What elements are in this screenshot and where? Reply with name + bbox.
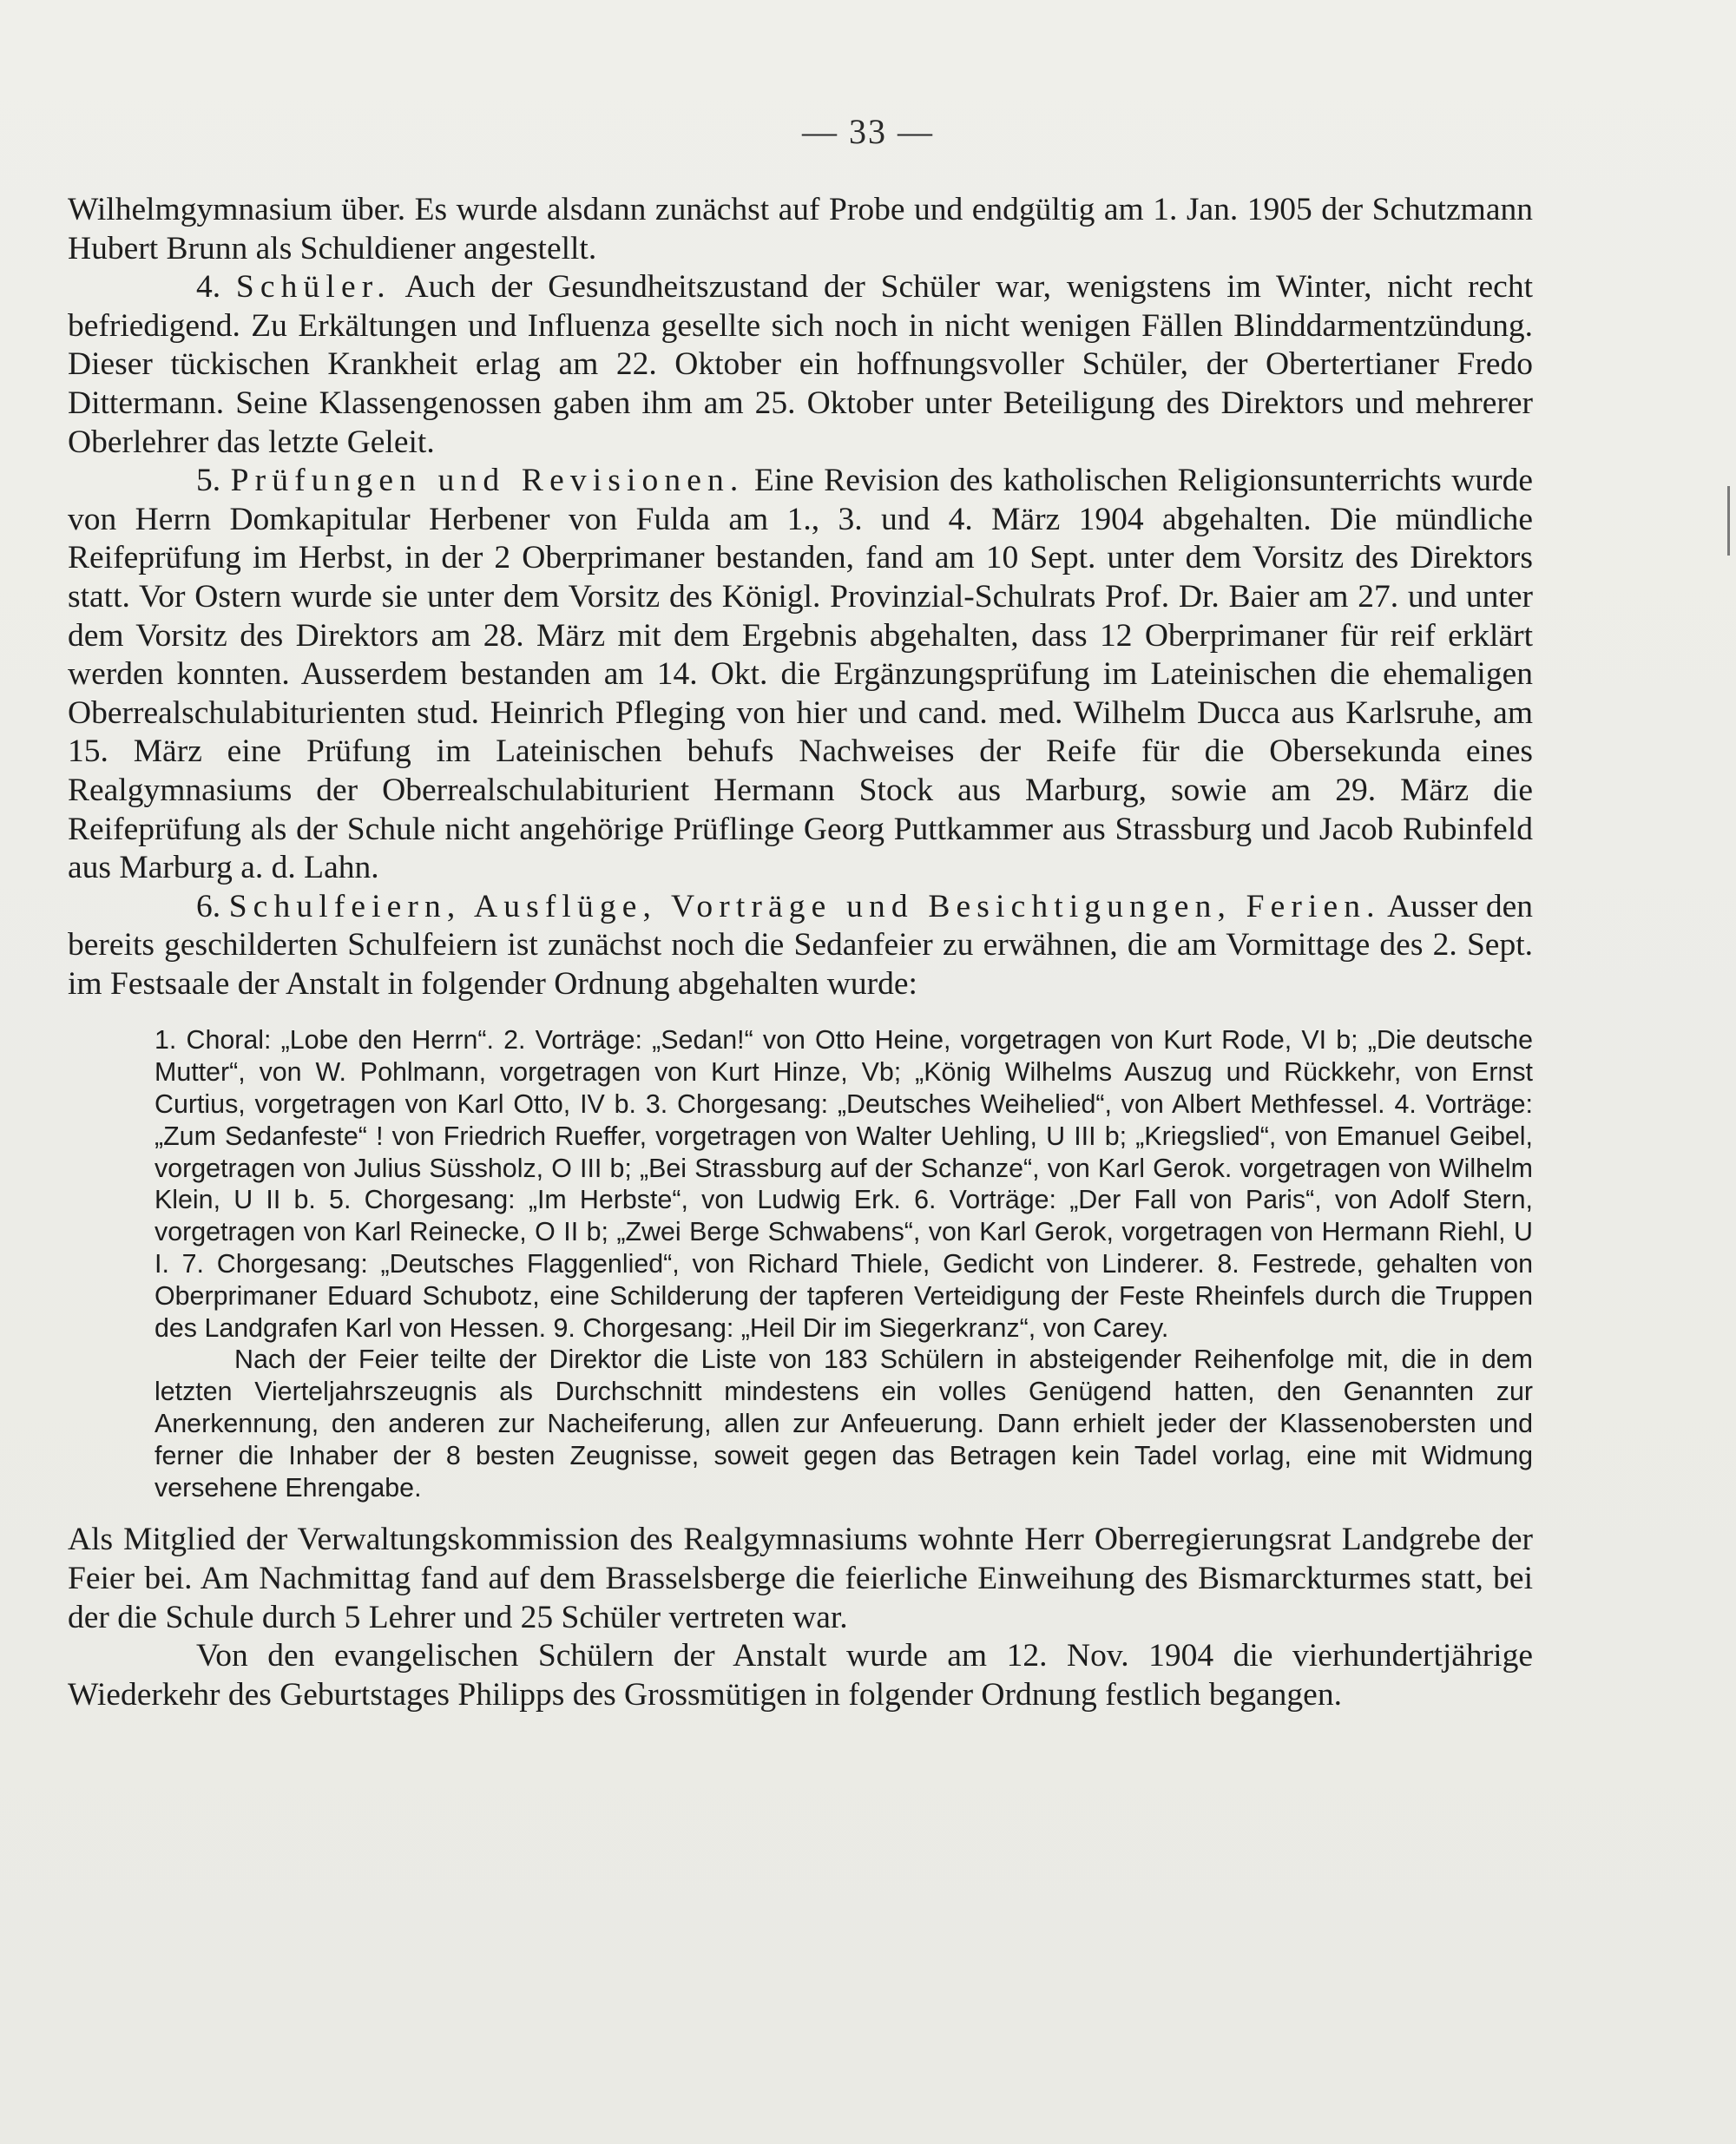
section-6-schulfeiern xyxy=(68,888,1533,1004)
section-heading: Schüler. xyxy=(235,269,391,306)
section-4-schueler xyxy=(68,268,1533,462)
section-heading: Prüfungen und Revisionen. xyxy=(230,463,745,499)
program-after-feier: Nach der Feier teilte der Direktor die Liste von 183 Schülern in absteigender Reihenfolge mit, die in dem letzten Vierteljahrszeugnis als Durchschnitt mindestens ein volles Genügend hatten, den Genannten zur Anerkennung, den anderen zur Nacheiferung, allen zur Anfeuerung. Dann erhielt jeder der Klassenobersten und ferner die Inhaber der 8 besten Zeugnisse, soweit gegen das Betragen kein Tadel vorlag, eine mit Widmung versehene Ehrengabe. xyxy=(155,1345,1533,1503)
section-number: 5. xyxy=(196,463,221,499)
page-number: — 33 — xyxy=(802,112,934,151)
section-text: Eine Revision des katholischen Religionsunterrichts wurde von Herrn Domkapitular Herbener von Fulda am 1., 3. und 4. März 1904 abgehalten. Die mündliche Reifeprüfung im Herbst, in der 2 Oberprimaner bestanden, fand am 10 Sept. unter dem Vorsitz des Direktors statt. Vor Ostern wurde sie unter dem Vorsitz des Königl. Provinzial-Schulrats Prof. Dr. Baier am 27. und unter dem Vorsitz des Direktors am 28. März mit dem Ergebnis abgehalten, dass 12 Oberprimaner für reif erklärt werden konnten. Ausserdem bestanden am 14. Okt. die Ergänzungsprüfung im Lateinischen die ehemaligen Oberrealschulabiturienten stud. Heinrich Pfleging von hier und cand. med. Wilhelm Ducca aus Karlsruhe, am 15. März eine Prüfung im Lateinischen behufs Nachweises der Reife für die Obersekunda eines Realgymnasiums der Oberrealschulabiturient Hermann Stock aus Marburg, sowie am 29. März die Reifeprüfung als der Schule nicht angehörige Prüflinge Georg Puttkammer aus Strassburg und Jacob Rubinfeld aus Marburg a. d. Lahn. xyxy=(68,463,1533,886)
section-text: Ausser den bereits geschilderten Schulfeiern ist zunächst noch die Sedanfeier zu erwähnen, die am Vormittage des 2. Sept. im Festsaale der Anstalt in folgender Ordnung abgehalten wurde: xyxy=(68,888,1534,1002)
program-list: 1. Choral: „Lobe den Herrn“. 2. Vorträge: „Sedan!“ von Otto Heine, vorgetragen von Kurt Rode, VI b; „Die deutsche Mutter“, von W. Pohlmann, vorgetragen von Kurt Hinze, Vb; „König Wilhelms Auszug und Rückkehr, von Ernst Curtius, vorgetragen von Karl Otto, IV b. 3. Chorgesang: „Deutsches Weihelied“, von Albert Methfessel. 4. Vorträge: „Zum Sedanfeste“ ! von Friedrich Rueffer, vorgetragen von Walter Uehling, U III b; „Kriegslied“, von Emanuel Geibel, vorgetragen von Julius Süssholz, O III b; „Bei Strassburg auf der Schanze“, von Karl Gerok. vorgetragen von Wilhelm Klein, U II b. 5. Chorgesang: „Im Herbste“, von Ludwig Erk. 6. Vorträge: „Der Fall von Paris“, von Adolf Stern, vorgetragen von Karl Reinecke, O II b; „Zwei Berge Schwabens“, von Karl Gerok, vorgetragen von Hermann Riehl, U I. 7. Chorgesang: „Deutsches Flaggenlied“, von Richard Thiele, Gedicht von Linderer. 8. Festrede, gehalten von Oberprimaner Eduard Schubotz, eine Schilderung der tapferen Verteidigung der Feste Rheinfels durch die Truppen des Landgrafen Karl von Hessen. 9. Chorgesang: „Heil Dir im Siegerkranz“, von Carey. xyxy=(155,1025,1533,1343)
document-body xyxy=(68,191,1533,1714)
section-5-pruefungen xyxy=(68,462,1533,888)
paragraph-verwaltungskommission: Als Mitglied der Verwaltungskommission des Realgymnasiums wohnte Herr Oberregierungsrat Landgrebe der Feier bei. Am Nachmittag fand auf dem Brasselsberge die feierliche Einweihung des Bismarckturmes statt, bei der die Schule durch 5 Lehrer und 25 Schüler vertreten war. xyxy=(68,1522,1533,1635)
section-number: 6. xyxy=(196,888,221,924)
section-text: Auch der Gesundheitszustand der Schüler war, wenigstens im Winter, nicht recht befriedigend. Zu Erkältungen und Influenza gesellte sich noch in nicht wenigen Fällen Blinddarmentzündung. Dieser tückischen Krankheit erlag am 22. Oktober ein hoffnungsvoller Schüler, der Obertertianer Fredo Dittermann. Seine Klassengenossen gaben ihm am 25. Oktober unter Beteiligung des Direktors und mehrerer Oberlehrer das letzte Geleit. xyxy=(68,269,1533,460)
margin-mark xyxy=(1727,486,1730,556)
section-heading: Schulfeiern, Ausflüge, Vorträge und Besichtigungen, Ferien. xyxy=(228,888,1381,924)
paragraph-continuation: Wilhelmgymnasium über. Es wurde alsdann zunächst auf Probe und endgültig am 1. Jan. 1905 der Schutzmann Hubert Brunn als Schuldiener angestellt. xyxy=(68,192,1533,266)
paragraph-evangelische-schueler: Von den evangelischen Schülern der Anstalt wurde am 12. Nov. 1904 die vierhundertjährige Wiederkehr des Geburtstages Philipps des Grossmütigen in folgender Ordnung festlich begangen. xyxy=(68,1638,1533,1713)
section-number: 4. xyxy=(196,269,221,306)
sedanfeier-program xyxy=(68,1024,1533,1503)
